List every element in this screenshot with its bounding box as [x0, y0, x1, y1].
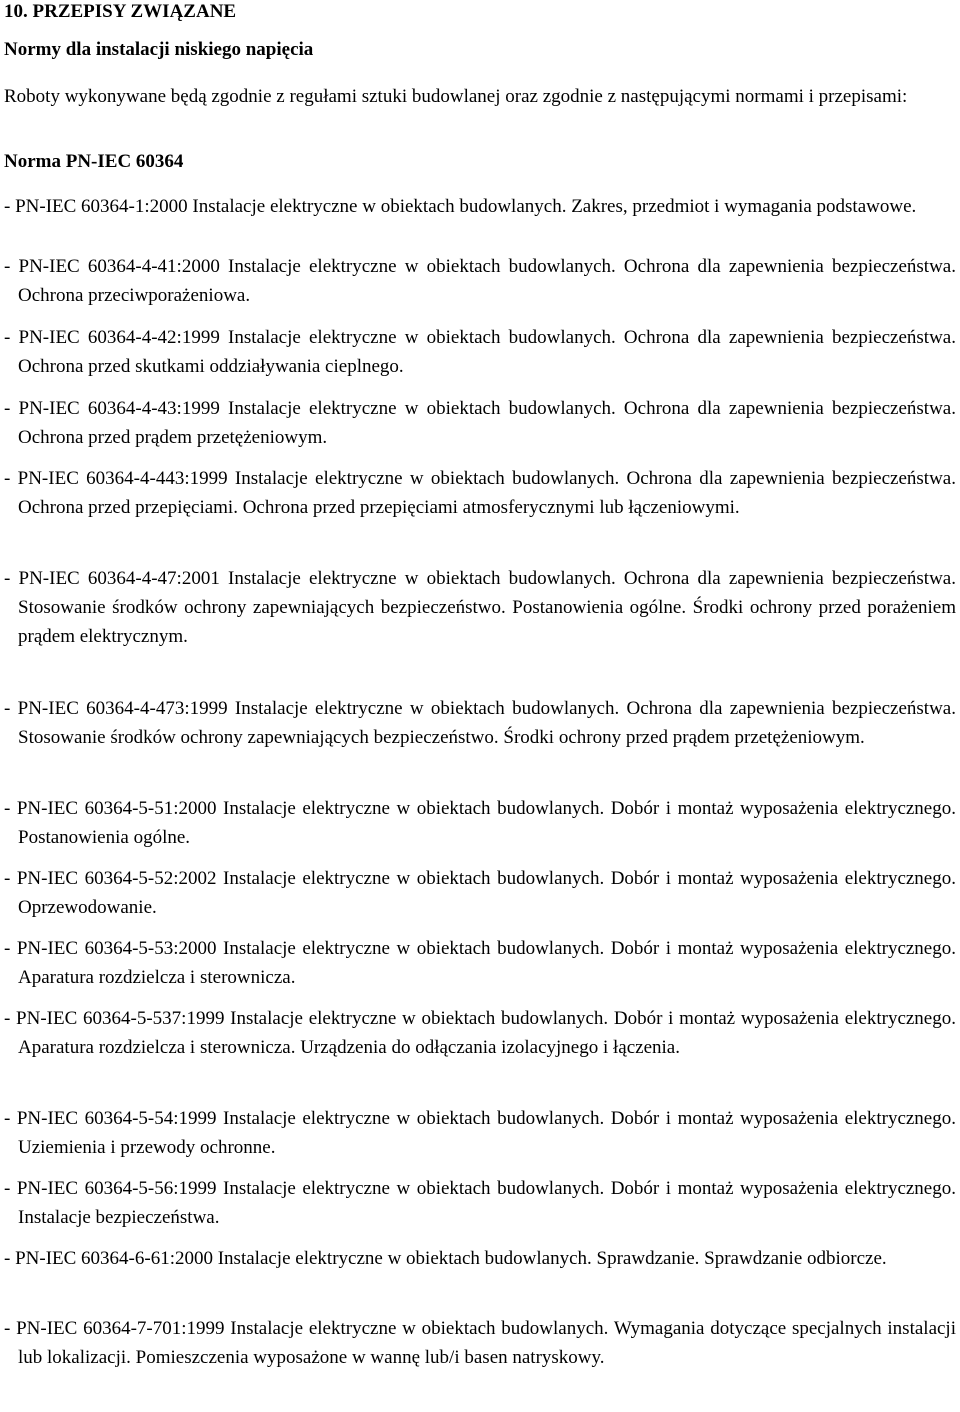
norm-item: - PN-IEC 60364-4-42:1999 Instalacje elektryczne w obiektach budowlanych. Ochrona dla zapewnienia bezpieczeństwa. Ochrona przed skutkami oddziaływania cieplnego. — [4, 327, 956, 377]
norm-item: - PN-IEC 60364-5-51:2000 Instalacje elektryczne w obiektach budowlanych. Dobór i montaż wyposażenia elektrycznego. Postanowienia ogólne. — [4, 798, 956, 848]
norm-item: - PN-IEC 60364-5-54:1999 Instalacje elektryczne w obiektach budowlanych. Dobór i montaż wyposażenia elektrycznego. Uziemienia i przewody ochronne. — [4, 1108, 956, 1158]
norm-item: - PN-IEC 60364-4-443:1999 Instalacje elektryczne w obiektach budowlanych. Ochrona dla zapewnienia bezpieczeństwa. Ochrona przed przepięciami. Ochrona przed przepięciami atmosferycznymi lub łączeniowymi. — [4, 468, 956, 518]
norm-item: - PN-IEC 60364-5-53:2000 Instalacje elektryczne w obiektach budowlanych. Dobór i montaż wyposażenia elektrycznego. Aparatura rozdzielcza i sterownicza. — [4, 938, 956, 988]
norm-item: - PN-IEC 60364-6-61:2000 Instalacje elektryczne w obiektach budowlanych. Sprawdzanie. Sprawdzanie odbiorcze. — [4, 1248, 887, 1269]
norm-item: - PN-IEC 60364-5-537:1999 Instalacje elektryczne w obiektach budowlanych. Dobór i montaż wyposażenia elektrycznego. Aparatura rozdzielcza i sterownicza. Urządzenia do odłączania izolacyjnego i łączenia. — [4, 1008, 956, 1058]
norm-item: - PN-IEC 60364-1:2000 Instalacje elektryczne w obiektach budowlanych. Zakres, przedmiot i wymagania podstawowe. — [4, 196, 917, 217]
norm-item: - PN-IEC 60364-5-56:1999 Instalacje elektryczne w obiektach budowlanych. Dobór i montaż wyposażenia elektrycznego. Instalacje bezpieczeństwa. — [4, 1178, 956, 1228]
section-subheading: Normy dla instalacji niskiego napięcia — [4, 39, 314, 60]
section-heading: 10. PRZEPISY ZWIĄZANE — [4, 1, 237, 22]
norm-item: - PN-IEC 60364-4-47:2001 Instalacje elektryczne w obiektach budowlanych. Ochrona dla zapewnienia bezpieczeństwa. Stosowanie środków ochrony zapewniających bezpieczeństwo. Postanowienia ogólne. Środki ochrony przed porażeniem prądem elektrycznym. — [4, 568, 956, 647]
norm-item: - PN-IEC 60364-7-701:1999 Instalacje elektryczne w obiektach budowlanych. Wymagania dotyczące specjalnych instalacji lub lokalizacji. Pomieszczenia wyposażone w wannę lub/i basen natryskowy. — [4, 1318, 956, 1368]
norm-title: Norma PN-IEC 60364 — [4, 151, 184, 172]
intro-paragraph: Roboty wykonywane będą zgodnie z regułami sztuki budowlanej oraz zgodnie z następującymi normami i przepisami: — [4, 86, 908, 107]
norm-item: - PN-IEC 60364-4-41:2000 Instalacje elektryczne w obiektach budowlanych. Ochrona dla zapewnienia bezpieczeństwa. Ochrona przeciwporażeniowa. — [4, 256, 956, 306]
norm-item: - PN-IEC 60364-4-43:1999 Instalacje elektryczne w obiektach budowlanych. Ochrona dla zapewnienia bezpieczeństwa. Ochrona przed prądem przetężeniowym. — [4, 398, 956, 448]
norm-item: - PN-IEC 60364-5-52:2002 Instalacje elektryczne w obiektach budowlanych. Dobór i montaż wyposażenia elektrycznego. Oprzewodowanie. — [4, 868, 956, 918]
norm-item: - PN-IEC 60364-4-473:1999 Instalacje elektryczne w obiektach budowlanych. Ochrona dla zapewnienia bezpieczeństwa. Stosowanie środków ochrony zapewniających bezpieczeństwo. Środki ochrony przed prądem przetężeniowym. — [4, 698, 956, 748]
